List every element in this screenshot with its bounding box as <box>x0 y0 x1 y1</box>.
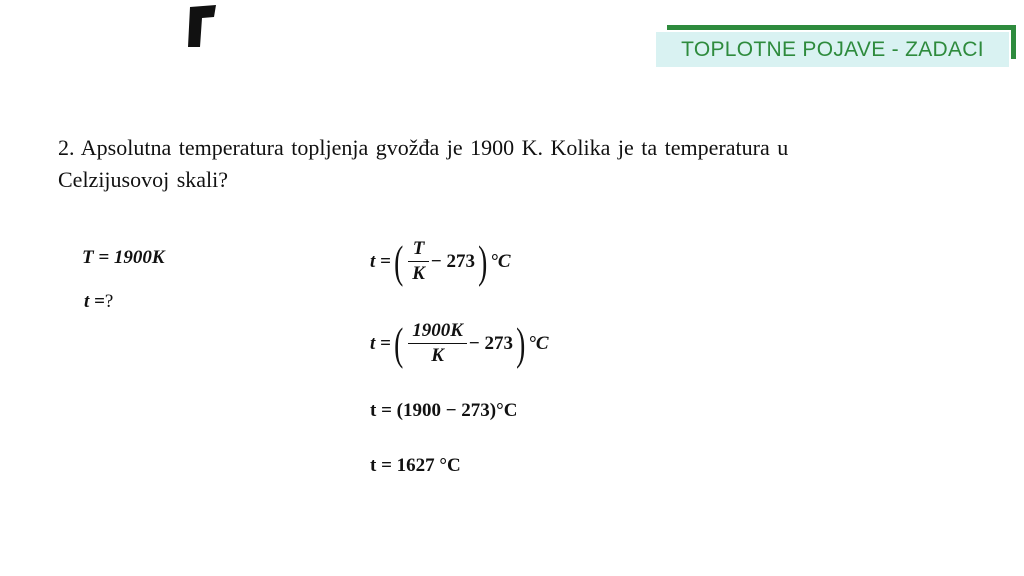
formula-step-2 <box>370 317 549 369</box>
corner-mark-shape <box>188 5 216 47</box>
step2-lhs: t = <box>370 332 391 354</box>
unknown-variable <box>84 291 113 313</box>
step2-fraction <box>410 320 465 367</box>
step1-rest: − 273 <box>430 250 475 272</box>
step1-right-paren: ) <box>478 235 488 287</box>
given-temperature: T = 1900K <box>82 247 165 268</box>
step2-unit: °C <box>528 332 549 354</box>
step1-lhs: t = <box>370 250 391 272</box>
step2-numerator: 1900K <box>412 320 463 341</box>
step1-left-paren: ( <box>393 235 404 287</box>
formula-result: t = 1627 °C <box>370 455 461 476</box>
formula-step-3: t = (1900 − 273)°C <box>370 400 518 421</box>
problem-statement: 2. Apsolutna temperatura topljenja gvožđa je 1900 K. Kolika je ta temperatura u Celzijusovoj skali? <box>58 135 789 192</box>
header-banner <box>656 32 1009 67</box>
step1-numerator: T <box>412 238 425 259</box>
step1-fraction <box>410 238 427 285</box>
unknown-question-mark: ? <box>104 291 114 312</box>
step2-right-paren: ) <box>516 317 526 369</box>
step2-denominator: K <box>408 343 467 367</box>
step2-rest: − 273 <box>468 332 513 354</box>
header-title: TOPLOTNE POJAVE - ZADACI <box>681 37 984 61</box>
unknown-variable-label: t = <box>84 291 105 312</box>
step1-denominator: K <box>408 261 429 285</box>
formula-step-1 <box>370 235 511 287</box>
step2-left-paren: ( <box>393 317 404 369</box>
step1-unit: °C <box>490 250 511 272</box>
